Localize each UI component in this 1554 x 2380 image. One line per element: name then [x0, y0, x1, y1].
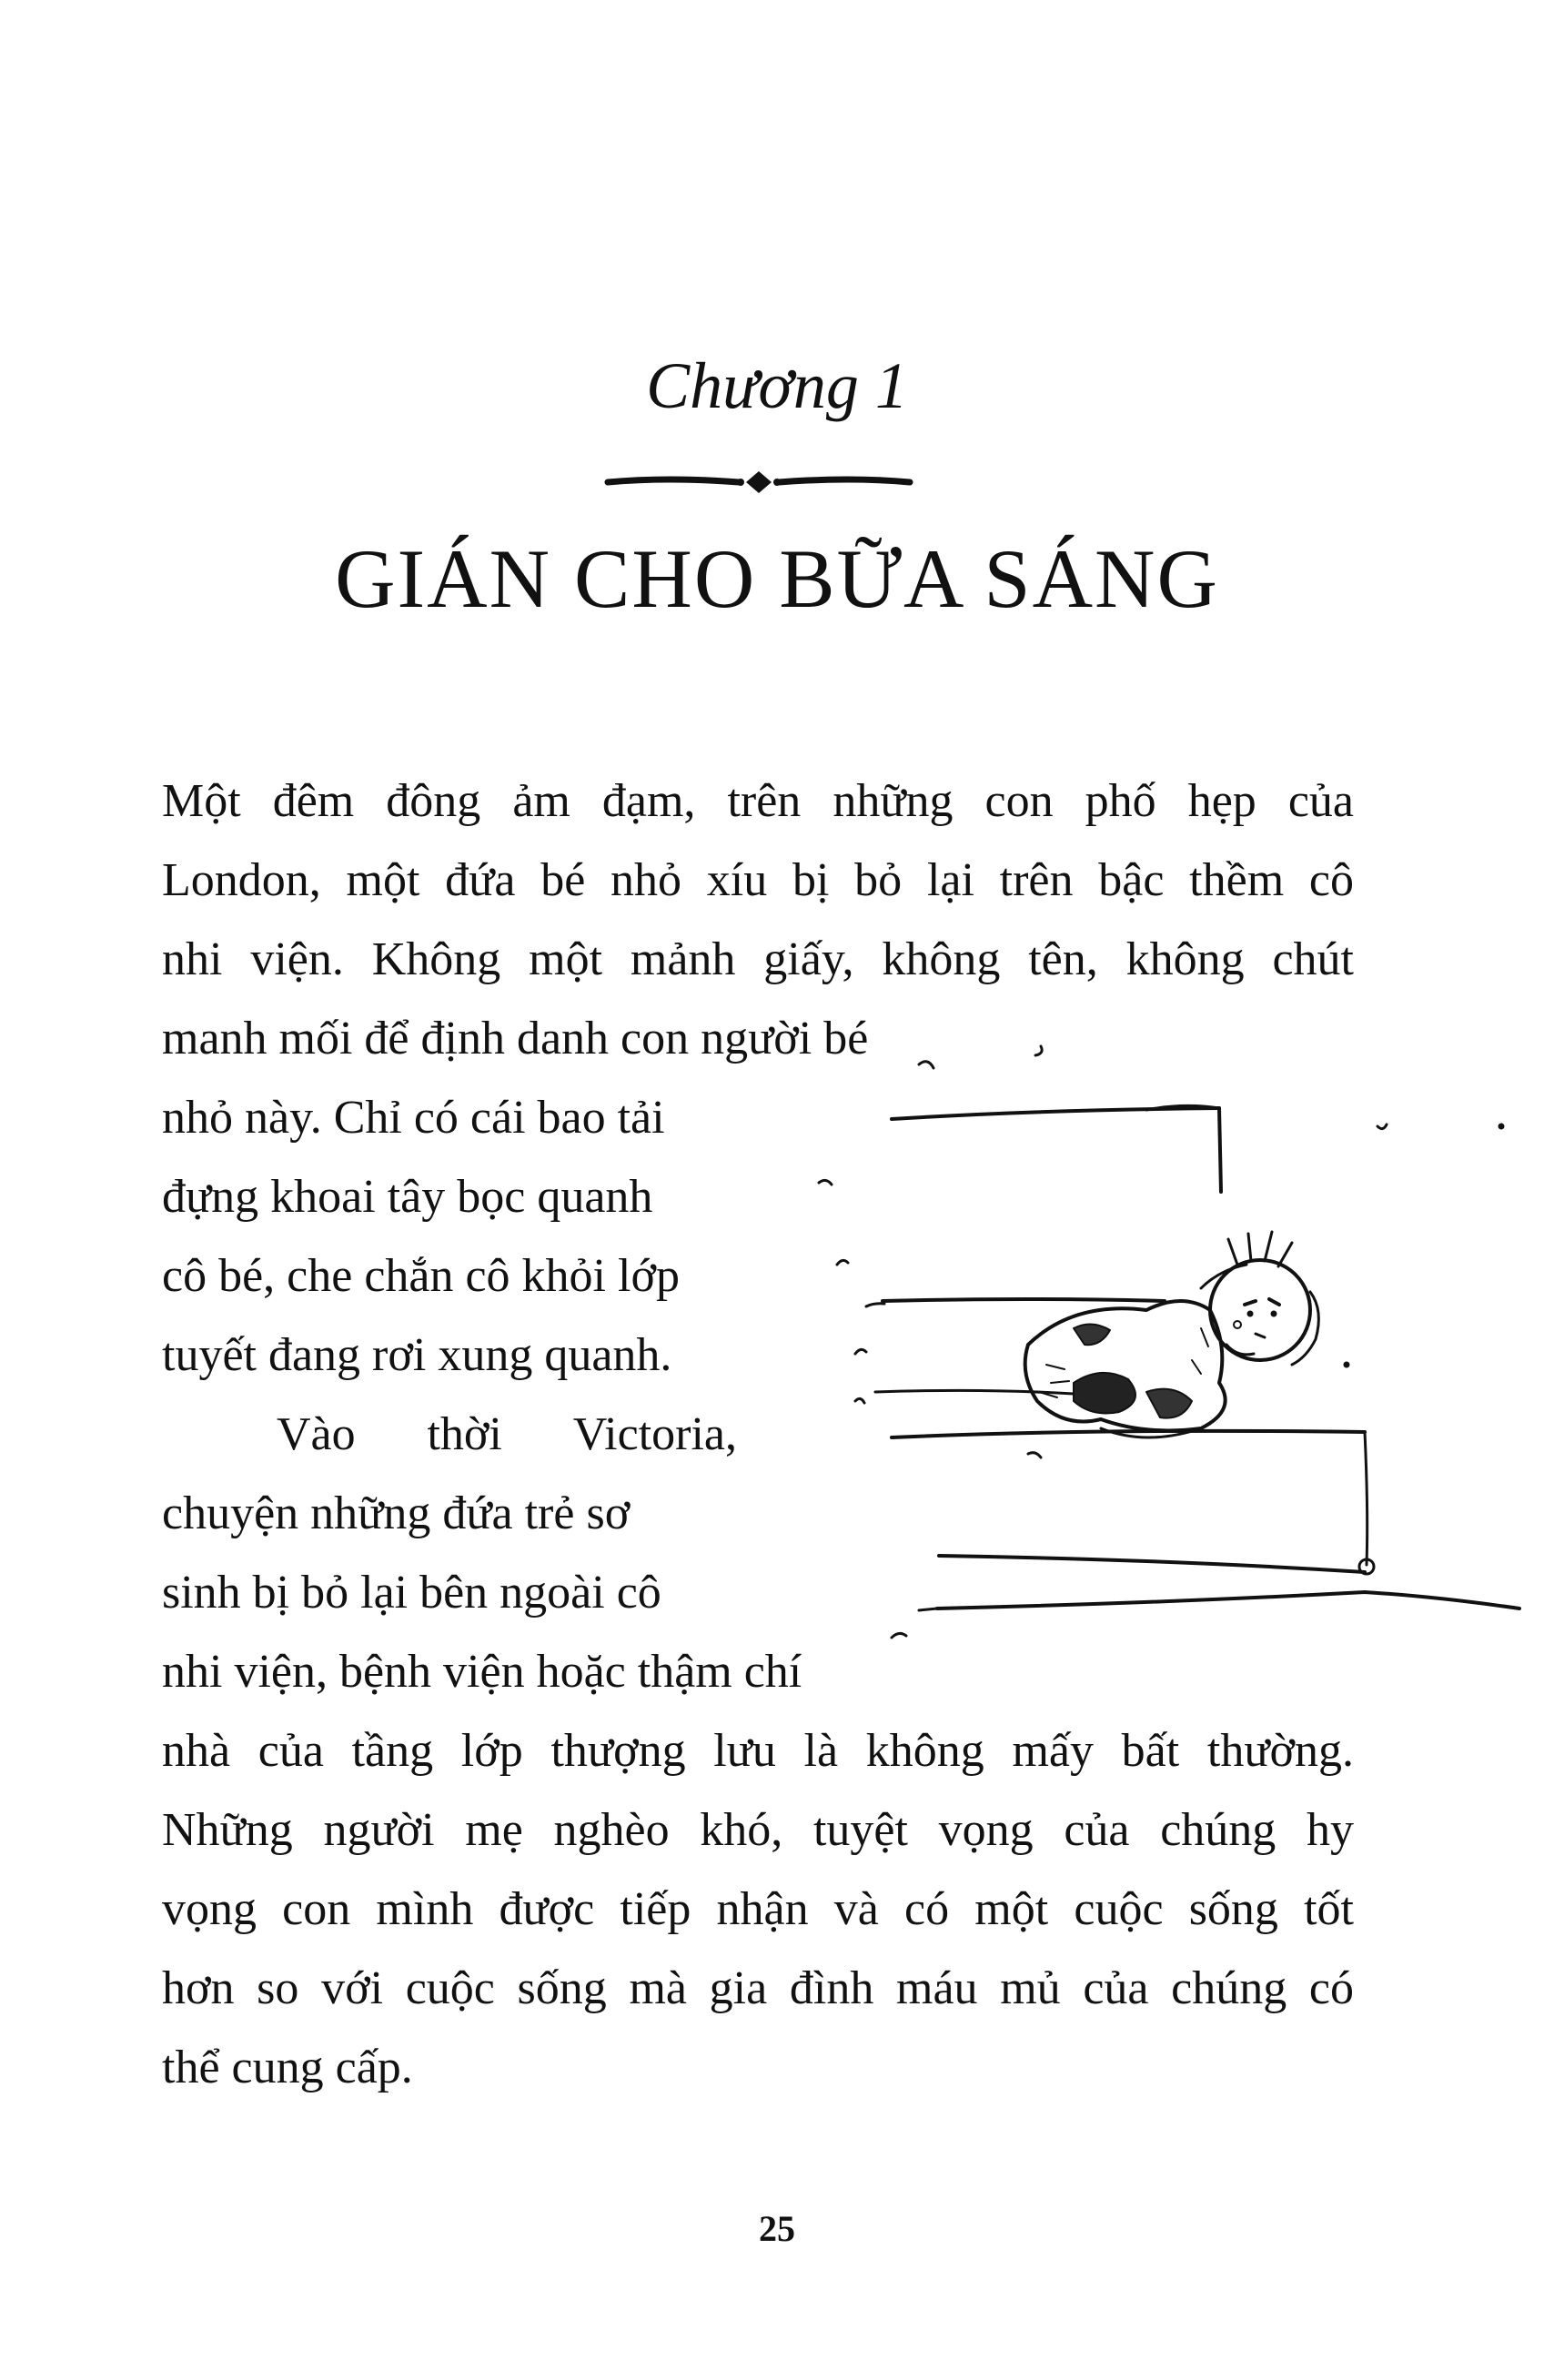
paragraph-line: nhi viện, bệnh viện hoặc thậm chí — [162, 1646, 802, 1698]
paragraph-line: nhỏ này. Chỉ có cái bao tải — [162, 1092, 665, 1144]
paragraph-line: cô bé, che chắn cô khỏi lớp — [162, 1250, 680, 1302]
paragraph-line: hơn so với cuộc sống mà gia đình máu mủ của chúng có — [162, 1962, 1354, 2014]
chapter-title: GIÁN CHO BỮA SÁNG — [335, 532, 1219, 625]
paragraph-line: nhi viện. Không một mảnh giấy, không tên, không chút — [162, 933, 1354, 985]
paragraph-line: vọng con mình được tiếp nhận và có một cuộc sống tốt — [162, 1883, 1354, 1935]
paragraph-line: tuyết đang rơi xung quanh. — [162, 1329, 672, 1381]
chapter-divider-ornament — [604, 464, 913, 500]
chapter-label: Chương 1 — [646, 349, 908, 422]
paragraph-line: thể cung cấp. — [162, 2042, 413, 2093]
paragraph-line: đựng khoai tây bọc quanh — [162, 1171, 653, 1223]
page-number: 25 — [759, 2208, 795, 2249]
paragraph-line: London, một đứa bé nhỏ xíu bị bỏ lại trên bậc thềm cô — [162, 854, 1354, 906]
baby-on-doorstep-illustration — [801, 1001, 1529, 1674]
paragraph-line: Một đêm đông ảm đạm, trên những con phố hẹp của — [162, 775, 1354, 827]
paragraph-line: nhà của tầng lớp thượng lưu là không mấy bất thường. — [162, 1725, 1354, 1777]
paragraph-line: Những người mẹ nghèo khó, tuyệt vọng của chúng hy — [162, 1804, 1354, 1856]
paragraph-line: chuyện những đứa trẻ sơ — [162, 1488, 631, 1539]
paragraph-line: Vào thời Victoria, — [277, 1408, 737, 1460]
paragraph-line: manh mối để định danh con người bé — [162, 1013, 869, 1064]
paragraph-line: sinh bị bỏ lại bên ngoài cô — [162, 1567, 661, 1619]
